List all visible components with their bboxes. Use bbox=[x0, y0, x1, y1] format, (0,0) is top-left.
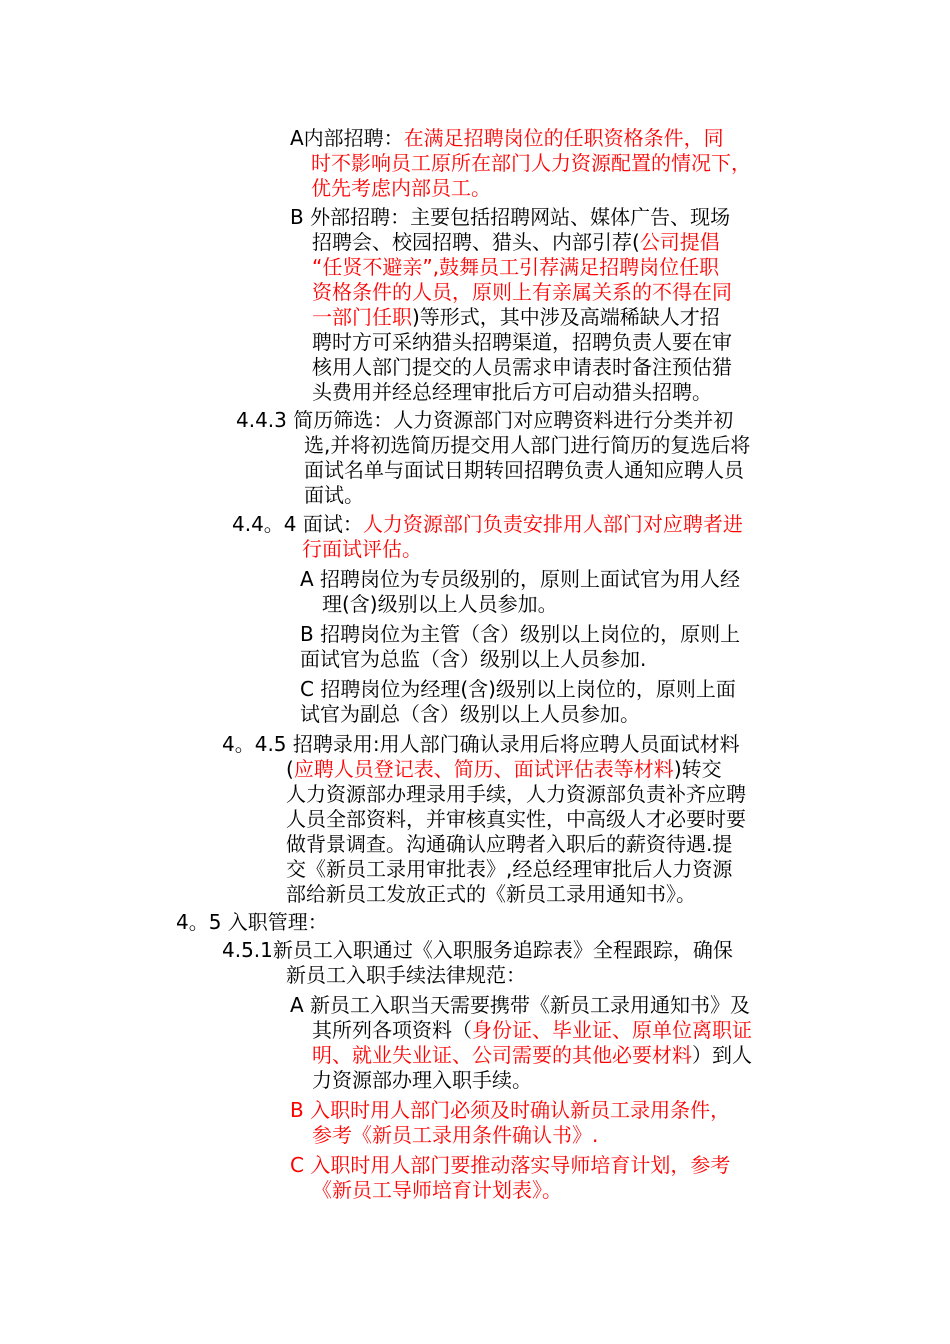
onboarding-rule-a: A 新员工入职当天需要携带《新员工录用通知书》及 其所列各项资料（身份证、毕业证、原单位离职证 明、就业失业证、公司需要的其他必要材料）到人 力资源部办理入职手续。 bbox=[290, 993, 752, 1092]
interview-rule-b: B 招聘岗位为主管（含）级别以上岗位的，原则上 面试官为总监（含）级别以上人员参加. bbox=[300, 622, 741, 671]
section-4-5-onboarding-heading: 4。5 入职管理： bbox=[176, 910, 328, 934]
onboarding-rule-b: B 入职时用人部门必须及时确认新员工录用条件， 参考《新员工录用条件确认书》. bbox=[290, 1098, 731, 1147]
section-4-4-5-hiring: 4。4.5 招聘录用:用人部门确认录用后将应聘人员面试材料 (应聘人员登记表、简历、面试评估表等材料)转交 人力资源部办理录用手续，人力资源部负责补齐应聘 人员全部资料，并审核真实性，中高级人才必要时要 做背景调查。沟通确认应聘者入职后的薪资待遇.提 交《新员工录用审批表》,经总经理审批后人力资源 部给新员工发放正式的《新员工录用通知书》。 bbox=[222, 732, 746, 906]
onboarding-rule-c: C 入职时用人部门要推动落实导师培育计划，参考 《新员工导师培育计划表》。 bbox=[290, 1153, 731, 1202]
interview-rule-a: A 招聘岗位为专员级别的，原则上面试官为用人经 理(含)级别以上人员参加。 bbox=[300, 567, 741, 616]
section-4-4-3-resume-screening: 4.4.3 简历筛选：人力资源部门对应聘资料进行分类并初 选,并将初选简历提交用人部门进行简历的复选后将 面试名单与面试日期转回招聘负责人通知应聘人员 面试。 bbox=[236, 408, 751, 507]
external-recruitment-paragraph: B 外部招聘：主要包括招聘网站、媒体广告、现场 招聘会、校园招聘、猎头、内部引荐(公司提倡 “任贤不避亲”,鼓舞员工引荐满足招聘岗位任职 资格条件的人员，原则上有亲属关系的不得在同 一部门任职)等形式，其中涉及高端稀缺人才招 聘时方可采纳猎头招聘渠道，招聘负责人要在审 核用人部门提交的人员需求申请表时备注预估猎 头费用并经总经理审批后方可启动猎头招聘。 bbox=[290, 205, 732, 404]
internal-recruitment-paragraph: A内部招聘：在满足招聘岗位的任职资格条件，同 时不影响员工原所在部门人力资源配置的情况下， 优先考虑内部员工。 bbox=[290, 126, 751, 200]
section-4-5-1-onboarding-tracking: 4.5.1新员工入职通过《入职服务追踪表》全程跟踪，确保 新员工入职手续法律规范： bbox=[222, 938, 733, 987]
section-4-4-4-interview: 4.4。4 面试：人力资源部门负责安排用人部门对应聘者进 行面试评估。 bbox=[232, 512, 743, 561]
interview-rule-c: C 招聘岗位为经理(含)级别以上岗位的，原则上面 试官为副总（含）级别以上人员参加。 bbox=[300, 677, 736, 726]
